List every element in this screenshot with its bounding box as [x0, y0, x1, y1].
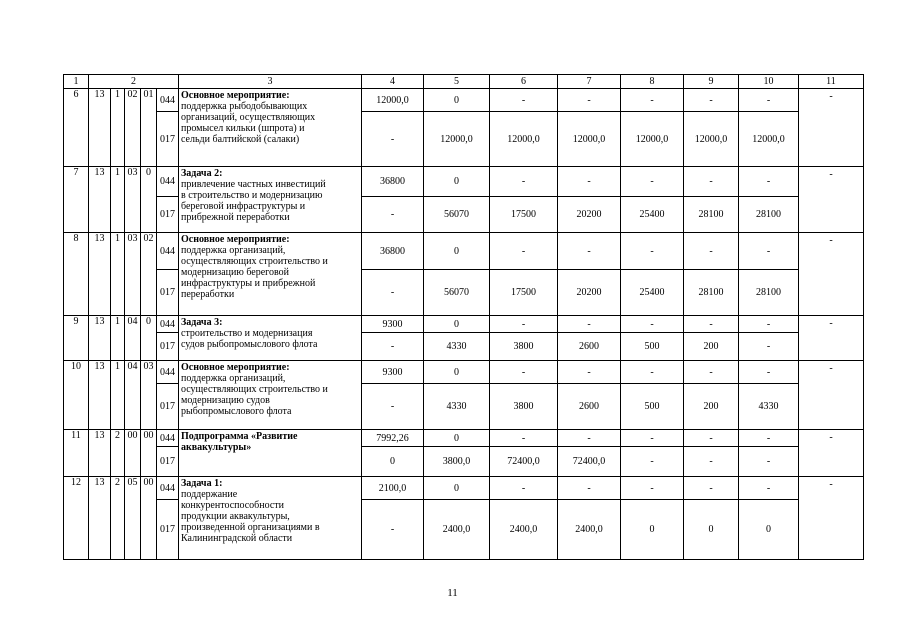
description-cell: [179, 167, 362, 233]
value-cell: -: [684, 233, 739, 270]
row-number-cell: 7: [64, 167, 89, 233]
column-11-cell: -: [799, 89, 864, 167]
code-cell: 03: [125, 167, 141, 233]
value-cell: -: [739, 233, 799, 270]
budget-code-cell: 044: [157, 89, 179, 112]
table-row: [64, 167, 864, 197]
value-cell: 3800: [490, 333, 558, 361]
table-row: [64, 477, 864, 500]
value-cell: 2400,0: [424, 500, 490, 560]
code-cell: 13: [89, 167, 111, 233]
code-cell: 1: [111, 167, 125, 233]
value-cell: 0: [424, 167, 490, 197]
code-cell: 1: [111, 316, 125, 361]
value-cell: 0: [424, 477, 490, 500]
value-cell: -: [684, 89, 739, 112]
value-cell: 0: [424, 233, 490, 270]
header-cell: 9: [684, 75, 739, 89]
column-11-cell: -: [799, 477, 864, 560]
code-cell: 13: [89, 477, 111, 560]
value-cell: -: [739, 477, 799, 500]
value-cell: -: [684, 477, 739, 500]
column-11-cell: -: [799, 361, 864, 430]
value-cell: 28100: [684, 197, 739, 233]
header-cell: 1: [64, 75, 89, 89]
value-cell: 9300: [362, 316, 424, 333]
value-cell: -: [621, 447, 684, 477]
code-cell: 13: [89, 89, 111, 167]
value-cell: 9300: [362, 361, 424, 384]
table-row: [64, 361, 864, 384]
column-11-cell: -: [799, 167, 864, 233]
header-cell: 3: [179, 75, 362, 89]
value-cell: -: [558, 477, 621, 500]
value-cell: -: [558, 430, 621, 447]
value-cell: 4330: [424, 333, 490, 361]
value-cell: -: [739, 361, 799, 384]
table-row: [64, 430, 864, 447]
code-cell: 03: [125, 233, 141, 316]
value-cell: 0: [684, 500, 739, 560]
code-cell: 2: [111, 477, 125, 560]
value-cell: 0: [621, 500, 684, 560]
measure-title: Основное мероприятие:: [181, 90, 290, 101]
budget-code-cell: 044: [157, 167, 179, 197]
value-cell: 36800: [362, 233, 424, 270]
code-cell: 13: [89, 430, 111, 477]
value-cell: 72400,0: [490, 447, 558, 477]
value-cell: -: [684, 430, 739, 447]
value-cell: -: [684, 167, 739, 197]
value-cell: 500: [621, 384, 684, 430]
table-row: [64, 233, 864, 270]
description-cell: [179, 430, 362, 477]
header-cell: 10: [739, 75, 799, 89]
measure-title: Задача 3:: [181, 317, 223, 328]
value-cell: 25400: [621, 197, 684, 233]
value-cell: 2400,0: [558, 500, 621, 560]
value-cell: 500: [621, 333, 684, 361]
value-cell: 12000,0: [739, 112, 799, 167]
code-cell: 13: [89, 233, 111, 316]
budget-code-cell: 044: [157, 316, 179, 333]
value-cell: -: [621, 233, 684, 270]
measure-title: Задача 1:: [181, 478, 223, 489]
header-cell: 11: [799, 75, 864, 89]
value-cell: -: [490, 89, 558, 112]
header-row: [64, 75, 864, 89]
value-cell: 3800,0: [424, 447, 490, 477]
table-row: [64, 316, 864, 333]
value-cell: -: [621, 361, 684, 384]
value-cell: -: [558, 89, 621, 112]
measure-description: строительство и модернизация судов рыбопромыслового флота: [181, 328, 318, 350]
value-cell: -: [490, 316, 558, 333]
value-cell: 12000,0: [424, 112, 490, 167]
value-cell: 2600: [558, 333, 621, 361]
value-cell: 200: [684, 333, 739, 361]
measure-description: поддержка организаций, осуществляющих строительство и модернизацию судов рыбопромыслового флота: [181, 373, 328, 417]
budget-code-cell: 044: [157, 361, 179, 384]
measure-title: Задача 2:: [181, 168, 223, 179]
code-cell: 00: [141, 477, 157, 560]
value-cell: -: [739, 447, 799, 477]
value-cell: 36800: [362, 167, 424, 197]
code-cell: 13: [89, 361, 111, 430]
row-number-cell: 11: [64, 430, 89, 477]
budget-code-cell: 017: [157, 333, 179, 361]
value-cell: -: [621, 477, 684, 500]
code-cell: 2: [111, 430, 125, 477]
measure-description: поддержка организаций, осуществляющих строительство и модернизацию береговой инфраструктуры и прибрежной переработки: [181, 245, 328, 300]
value-cell: 0: [739, 500, 799, 560]
code-cell: 13: [89, 316, 111, 361]
code-cell: 03: [141, 361, 157, 430]
value-cell: -: [490, 233, 558, 270]
value-cell: -: [558, 316, 621, 333]
code-cell: 04: [125, 316, 141, 361]
header-cell: 7: [558, 75, 621, 89]
measure-title: Основное мероприятие:: [181, 234, 290, 245]
value-cell: 17500: [490, 197, 558, 233]
code-cell: 00: [141, 430, 157, 477]
code-cell: 05: [125, 477, 141, 560]
value-cell: -: [558, 167, 621, 197]
value-cell: 72400,0: [558, 447, 621, 477]
column-11-cell: -: [799, 316, 864, 361]
code-cell: 1: [111, 361, 125, 430]
budget-table: [63, 74, 864, 560]
description-cell: [179, 477, 362, 560]
value-cell: -: [684, 361, 739, 384]
measure-title: Основное мероприятие:: [181, 362, 290, 373]
value-cell: -: [558, 233, 621, 270]
budget-code-cell: 017: [157, 500, 179, 560]
header-cell: 4: [362, 75, 424, 89]
value-cell: 12000,0: [362, 89, 424, 112]
value-cell: 2600: [558, 384, 621, 430]
value-cell: -: [558, 361, 621, 384]
budget-code-cell: 017: [157, 270, 179, 316]
value-cell: 12000,0: [684, 112, 739, 167]
value-cell: -: [362, 333, 424, 361]
value-cell: -: [739, 333, 799, 361]
value-cell: 28100: [739, 197, 799, 233]
header-cell: 2: [89, 75, 179, 89]
column-11-cell: -: [799, 233, 864, 316]
value-cell: -: [621, 316, 684, 333]
value-cell: 56070: [424, 197, 490, 233]
value-cell: -: [621, 430, 684, 447]
row-number-cell: 9: [64, 316, 89, 361]
row-number-cell: 6: [64, 89, 89, 167]
value-cell: 20200: [558, 270, 621, 316]
table-row: [64, 89, 864, 112]
value-cell: 12000,0: [490, 112, 558, 167]
value-cell: 0: [424, 316, 490, 333]
code-cell: 02: [141, 233, 157, 316]
measure-description: поддержка рыбодобывающих организаций, осуществляющих промысел кильки (шпрота) и сельди балтийской (салаки): [181, 101, 316, 145]
description-cell: [179, 89, 362, 167]
code-cell: 0: [141, 167, 157, 233]
value-cell: -: [739, 316, 799, 333]
description-cell: [179, 361, 362, 430]
code-cell: 02: [125, 89, 141, 167]
header-cell: 5: [424, 75, 490, 89]
value-cell: -: [362, 384, 424, 430]
measure-description: поддержание конкурентоспособности продукции аквакультуры, произведенной организациями в Калининградской области: [181, 489, 320, 544]
budget-code-cell: 017: [157, 384, 179, 430]
budget-code-cell: 017: [157, 197, 179, 233]
value-cell: 2100,0: [362, 477, 424, 500]
description-cell: [179, 316, 362, 361]
value-cell: 0: [424, 361, 490, 384]
value-cell: -: [490, 430, 558, 447]
value-cell: -: [739, 430, 799, 447]
code-cell: 01: [141, 89, 157, 167]
value-cell: -: [684, 316, 739, 333]
row-number-cell: 12: [64, 477, 89, 560]
row-number-cell: 10: [64, 361, 89, 430]
value-cell: -: [739, 89, 799, 112]
value-cell: -: [362, 112, 424, 167]
value-cell: -: [490, 167, 558, 197]
budget-code-cell: 017: [157, 112, 179, 167]
value-cell: 12000,0: [558, 112, 621, 167]
row-number-cell: 8: [64, 233, 89, 316]
value-cell: 28100: [739, 270, 799, 316]
value-cell: 200: [684, 384, 739, 430]
value-cell: 0: [424, 89, 490, 112]
header-cell: 8: [621, 75, 684, 89]
value-cell: 17500: [490, 270, 558, 316]
value-cell: 0: [424, 430, 490, 447]
column-11-cell: -: [799, 430, 864, 477]
value-cell: 4330: [424, 384, 490, 430]
code-cell: 00: [125, 430, 141, 477]
value-cell: -: [362, 197, 424, 233]
value-cell: 7992,26: [362, 430, 424, 447]
value-cell: -: [739, 167, 799, 197]
budget-code-cell: 017: [157, 447, 179, 477]
value-cell: 2400,0: [490, 500, 558, 560]
value-cell: -: [362, 270, 424, 316]
value-cell: -: [684, 447, 739, 477]
budget-code-cell: 044: [157, 477, 179, 500]
value-cell: -: [490, 361, 558, 384]
value-cell: 28100: [684, 270, 739, 316]
value-cell: -: [490, 477, 558, 500]
budget-code-cell: 044: [157, 233, 179, 270]
value-cell: -: [621, 89, 684, 112]
value-cell: -: [362, 500, 424, 560]
value-cell: 20200: [558, 197, 621, 233]
page-number: 11: [447, 587, 458, 599]
value-cell: 12000,0: [621, 112, 684, 167]
value-cell: 4330: [739, 384, 799, 430]
code-cell: 1: [111, 89, 125, 167]
measure-title: Подпрограмма «Развитие аквакультуры»: [181, 431, 298, 453]
code-cell: 0: [141, 316, 157, 361]
value-cell: -: [621, 167, 684, 197]
code-cell: 1: [111, 233, 125, 316]
code-cell: 04: [125, 361, 141, 430]
value-cell: 3800: [490, 384, 558, 430]
value-cell: 25400: [621, 270, 684, 316]
description-cell: [179, 233, 362, 316]
budget-code-cell: 044: [157, 430, 179, 447]
measure-description: привлечение частных инвестиций в строительство и модернизацию береговой инфраструктуры и прибрежной переработки: [181, 179, 326, 223]
header-cell: 6: [490, 75, 558, 89]
value-cell: 56070: [424, 270, 490, 316]
value-cell: 0: [362, 447, 424, 477]
